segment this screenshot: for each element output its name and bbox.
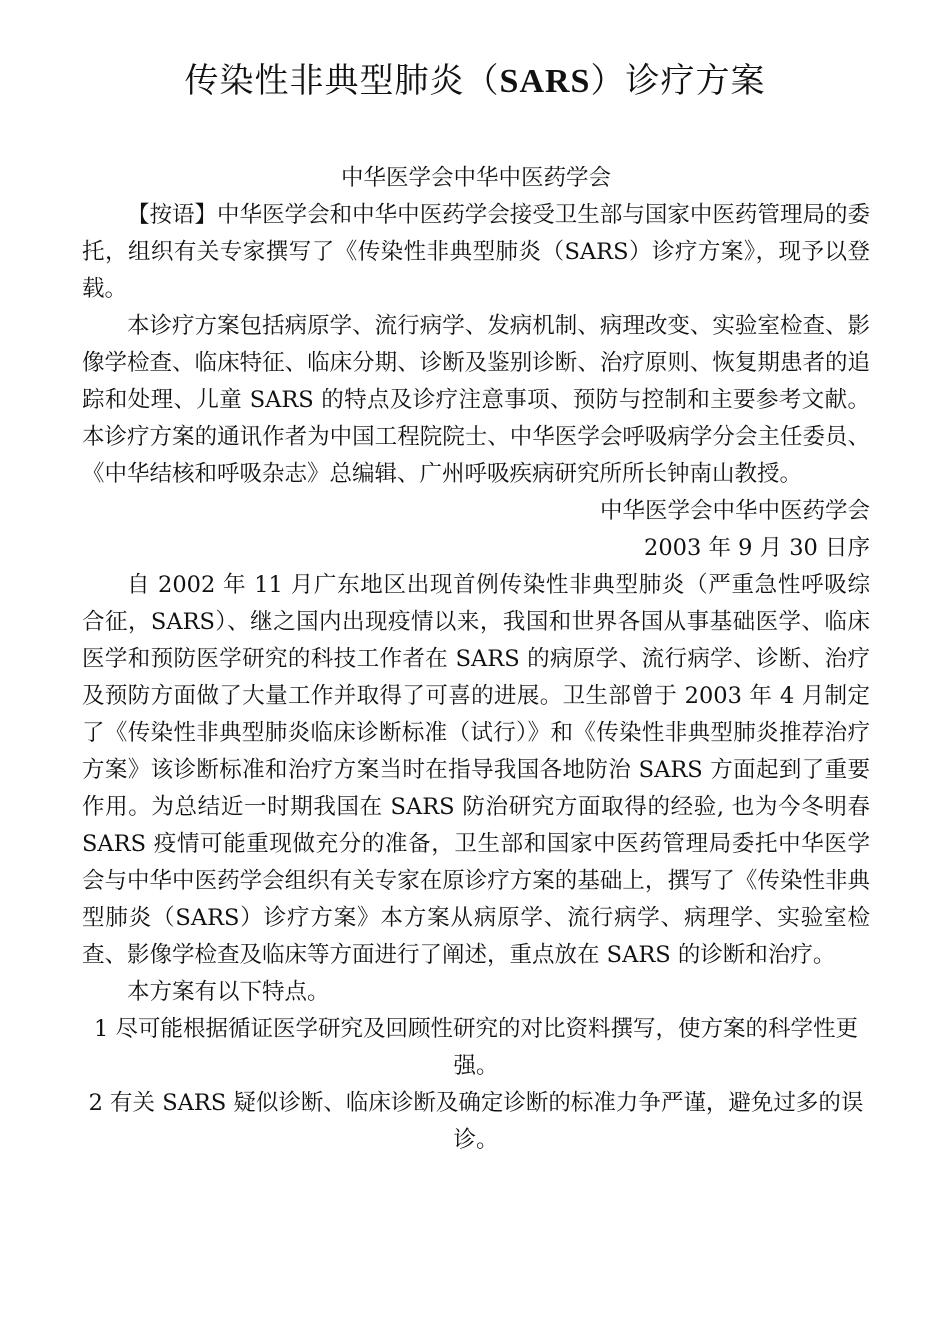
signature-organization: 中华医学会中华中医药学会 <box>599 498 870 524</box>
features-intro: 本方案有以下特点。 <box>127 979 330 1005</box>
organization-line: 中华医学会中华中医药学会 <box>340 165 611 191</box>
page-title <box>80 58 870 105</box>
preface-paragraph: 【按语】中华医学会和中华中医药学会接受卫生部与国家中医药管理局的委托，组织有关专家撰写了《传染性非典型肺炎（SARS）诊疗方案》，现予以登载。 <box>82 202 870 302</box>
main-paragraph: 自 2002 年 11 月广东地区出现首例传染性非典型肺炎（严重急性呼吸综合征，SARS）、继之国内出现疫情以来，我国和世界各国从事基础医学、临床医学和预防医学研究的科技工作者在 SARS 的病原学、流行病学、诊断、治疗及预防方面做了大量工作并取得了可喜的进展。卫生部曾于 2003 年 4 月制定了《传染性非典型肺炎临床诊断标准（试行）》和《传染性非典型肺炎推荐治疗方案》该诊断标准和治疗方案当时在指导我国各地防治 SARS 方面起到了重要作用。为总结近一时期我国在 SARS 防治研究方面取得的经验, 也为今冬明春 SARS 疫情可能重现做充分的准备，卫生部和国家中医药管理局委托中华医学会与中华中医药学会组织有关专家在原诊疗方案的基础上，撰写了《传染性非典型肺炎（SARS）诊疗方案》本方案从病原学、流行病学、病理学、实验室检查、影像学检查及临床等方面进行了阐述，重点放在 SARS 的诊断和治疗。 <box>82 572 870 968</box>
title-bold-sars: SARS <box>499 63 591 100</box>
title-prefix: 传染性非典型肺炎（ <box>184 61 500 101</box>
feature-item-1: 1 尽可能根据循证医学研究及回顾性研究的对比资料撰写，使方案的科学性更强。 <box>94 1016 858 1079</box>
document-body <box>82 160 870 1159</box>
title-suffix: ）诊疗方案 <box>590 61 766 101</box>
summary-paragraph: 本诊疗方案包括病原学、流行病学、发病机制、病理改变、实验室检查、影像学检查、临床特征、临床分期、诊断及鉴别诊断、治疗原则、恢复期患者的追踪和处理、儿童 SARS 的特点及诊疗注意事项、预防与控制和主要参考文献。本诊疗方案的通讯作者为中国工程院院士、中华医学会呼吸病学分会主任委员、《中华结核和呼吸杂志》总编辑、广州呼吸疾病研究所所长钟南山教授。 <box>82 313 870 487</box>
signature-date: 2003 年 9 月 30 日序 <box>644 535 870 561</box>
feature-item-2: 2 有关 SARS 疑似诊断、临床诊断及确定诊断的标准力争严谨，避免过多的误诊。 <box>88 1090 864 1153</box>
